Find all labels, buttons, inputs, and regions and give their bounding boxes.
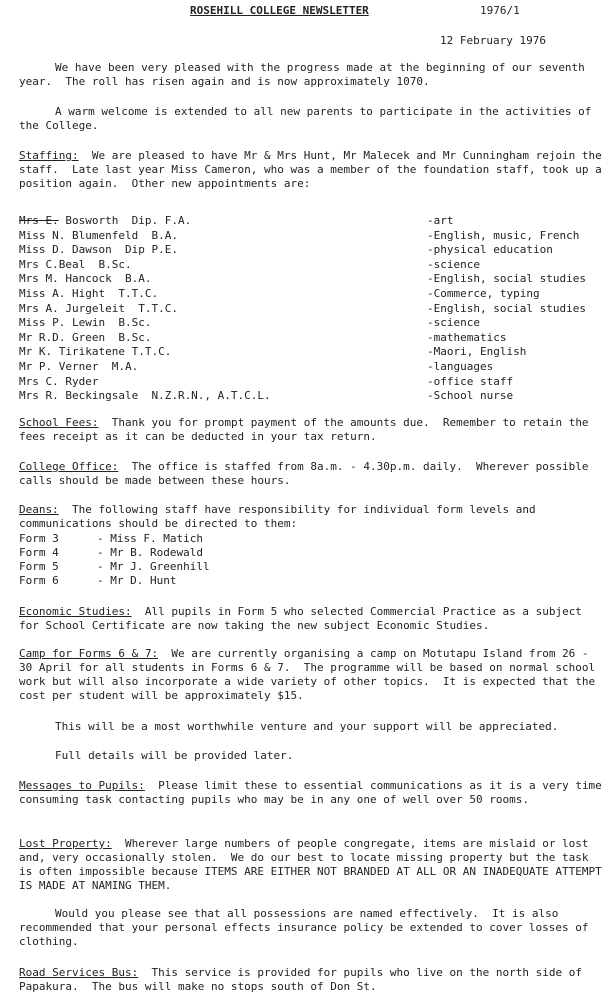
office-section: [19, 460, 607, 488]
fees-text: Thank you for prompt payment of the amounts due. Remember to retain the fees receipt as it can be deducted in your tax return.: [19, 416, 596, 443]
staff-name-text: Mrs R. Beckingsale N.Z.R.N., A.T.C.L.: [19, 389, 271, 403]
office-heading: College Office:: [19, 460, 119, 473]
newsletter-date: 12 February 1976: [440, 34, 546, 47]
economic-text: All pupils in Form 5 who selected Commercial Practice as a subject for School Certificate are now taking the new subject Economic Studies.: [19, 605, 589, 632]
staff-row: [19, 302, 609, 317]
issue-number: 1976/1: [480, 4, 520, 17]
staff-role: -science: [427, 316, 480, 330]
staff-name-text: Mr K. Tirikatene T.T.C.: [19, 345, 172, 359]
staff-role: -mathematics: [427, 330, 507, 344]
camp-details-text: Full details will be provided later.: [55, 749, 294, 762]
staff-role: -physical education: [427, 243, 553, 257]
staff-name-text: Miss P. Lewin B.Sc.: [19, 316, 152, 330]
staff-role: -languages: [427, 359, 494, 373]
staff-name-text: Miss N. Blumenfeld B.A.: [19, 228, 178, 242]
deans-list: [19, 532, 210, 588]
lost-property-heading: Lost Property:: [19, 837, 112, 850]
staff-role: -English, social studies: [427, 272, 586, 286]
welcome-text: A warm welcome is extended to all new parents to participate in the activities of the College.: [19, 105, 599, 132]
newsletter-title: ROSEHILL COLLEGE NEWSLETTER: [190, 4, 369, 17]
messages-heading: Messages to Pupils:: [19, 779, 145, 792]
messages-section: [19, 779, 607, 807]
staff-name: [19, 243, 178, 257]
staffing-heading: Staffing:: [19, 149, 79, 162]
lost-property-section: [19, 837, 607, 893]
staff-role: -office staff: [427, 374, 514, 388]
staff-name: [19, 214, 191, 228]
staff-row: [19, 243, 609, 258]
staff-name-text: Mrs C.Beal B.Sc.: [19, 257, 132, 271]
staff-row: [19, 229, 609, 244]
messages-text: Please limit these to essential communications as it is a very time consuming task contacting pupils who may be in any one of well over 50 rooms.: [19, 779, 609, 806]
possessions-text: Would you please see that all possessions are named effectively. It is also recommended that your personal effects insurance policy be extended to cover losses of clothing.: [19, 907, 596, 948]
staff-appointments-list: [19, 214, 609, 404]
staff-name-text: Mr R.D. Green B.Sc.: [19, 330, 152, 344]
intro-paragraph: [19, 61, 607, 89]
staff-name-text: Mrs M. Hancock B.A.: [19, 272, 152, 286]
staff-role: -art: [427, 214, 454, 227]
camp-support-text: This will be a most worthwhile venture and your support will be appreciated.: [55, 720, 559, 733]
camp-text: We are currently organising a camp on Motutapu Island from 26 - 30 April for all students in Forms 6 & 7. The programme will be based on normal school work but will also incorporate a wide variety of other topics. It is expected that the cost per student will be approximately $15.: [19, 647, 602, 702]
dean-form: Form 3: [19, 532, 59, 545]
staff-name: [19, 331, 151, 345]
dean-form: Form 5: [19, 560, 59, 573]
deans-section: [19, 503, 607, 531]
staff-name-text: Mr P. Verner M.A.: [19, 359, 139, 373]
staff-name: [19, 375, 98, 389]
staff-role: -School nurse: [427, 389, 514, 403]
staff-name-prefix: Mrs E.: [19, 214, 59, 227]
staff-row: [19, 389, 609, 404]
camp-support-paragraph: [19, 720, 607, 734]
dean-name: - Miss F. Matich: [97, 532, 203, 545]
staff-row: [19, 258, 609, 273]
lost-property-text: Wherever large numbers of people congregate, items are mislaid or lost and, very occasionally stolen. We do our best to locate missing property but the task is often impossible because ITEMS ARE EITHER NOT BRANDED AT ALL OR AN INADEQUATE ATTEMPT IS MADE AT NAMING THEM.: [19, 837, 609, 892]
bus-section: [19, 966, 607, 994]
economic-section: [19, 605, 607, 633]
staff-row: [19, 360, 609, 375]
welcome-paragraph: [19, 105, 607, 133]
possessions-paragraph: [19, 907, 607, 949]
staff-role: -English, music, French: [427, 228, 580, 242]
staff-row: [19, 214, 609, 229]
staff-row: [19, 331, 609, 346]
camp-heading: Camp for Forms 6 & 7:: [19, 647, 159, 660]
staff-name: [19, 229, 178, 243]
staff-name-text: Mrs A. Jurgeleit T.T.C.: [19, 301, 178, 315]
dean-name: - Mr D. Hunt: [97, 574, 177, 587]
camp-details-paragraph: [19, 749, 607, 763]
staff-row: [19, 345, 609, 360]
staff-role: -science: [427, 257, 480, 271]
staff-row: [19, 272, 609, 287]
staff-name: [19, 287, 158, 301]
camp-section: [19, 647, 607, 703]
staff-name-text: Miss D. Dawson Dip P.E.: [19, 243, 178, 257]
dean-row: [19, 574, 210, 588]
deans-text: The following staff have responsibility for individual form levels and communications should be directed to them:: [19, 503, 543, 530]
fees-heading: School Fees:: [19, 416, 99, 429]
staff-name: [19, 389, 271, 403]
staff-name-text: Miss A. Hight T.T.C.: [19, 286, 159, 300]
staff-row: [19, 287, 609, 302]
staff-name: [19, 258, 132, 272]
dean-row: [19, 560, 210, 574]
dean-form: Form 6: [19, 574, 59, 587]
staff-name: [19, 345, 171, 359]
deans-heading: Deans:: [19, 503, 59, 516]
staffing-text: We are pleased to have Mr & Mrs Hunt, Mr Malecek and Mr Cunningham rejoin the staff. Late last year Miss Cameron, who was a member of the foundation staff, took up a position again. Other new appointments are:: [19, 149, 609, 190]
staff-name: [19, 316, 151, 330]
staff-name: [19, 302, 178, 316]
office-text: The office is staffed from 8a.m. - 4.30p.m. daily. Wherever possible calls should be made between these hours.: [19, 460, 596, 487]
fees-section: [19, 416, 607, 444]
staff-role: -English, social studies: [427, 301, 586, 315]
staff-role: -Commerce, typing: [427, 286, 540, 300]
staff-name-text: Bosworth Dip. F.A.: [58, 214, 192, 227]
dean-row: [19, 546, 210, 560]
dean-row: [19, 532, 210, 546]
economic-heading: Economic Studies:: [19, 605, 132, 618]
staff-row: [19, 375, 609, 390]
staff-role: -Maori, English: [427, 345, 527, 359]
dean-name: - Mr B. Rodewald: [97, 546, 203, 559]
dean-form: Form 4: [19, 546, 59, 559]
staff-name: [19, 360, 138, 374]
bus-text: This service is provided for pupils who live on the north side of Papakura. The bus will make no stops south of Don St.: [19, 966, 589, 993]
staffing-section: [19, 149, 607, 191]
dean-name: - Mr J. Greenhill: [97, 560, 210, 573]
bus-heading: Road Services Bus:: [19, 966, 139, 979]
intro-text: We have been very pleased with the progress made at the beginning of our seventh year. The roll has risen again and is now approximately 1070.: [19, 61, 592, 88]
staff-row: [19, 316, 609, 331]
staff-name-text: Mrs C. Ryder: [19, 374, 99, 388]
staff-name: [19, 272, 151, 286]
